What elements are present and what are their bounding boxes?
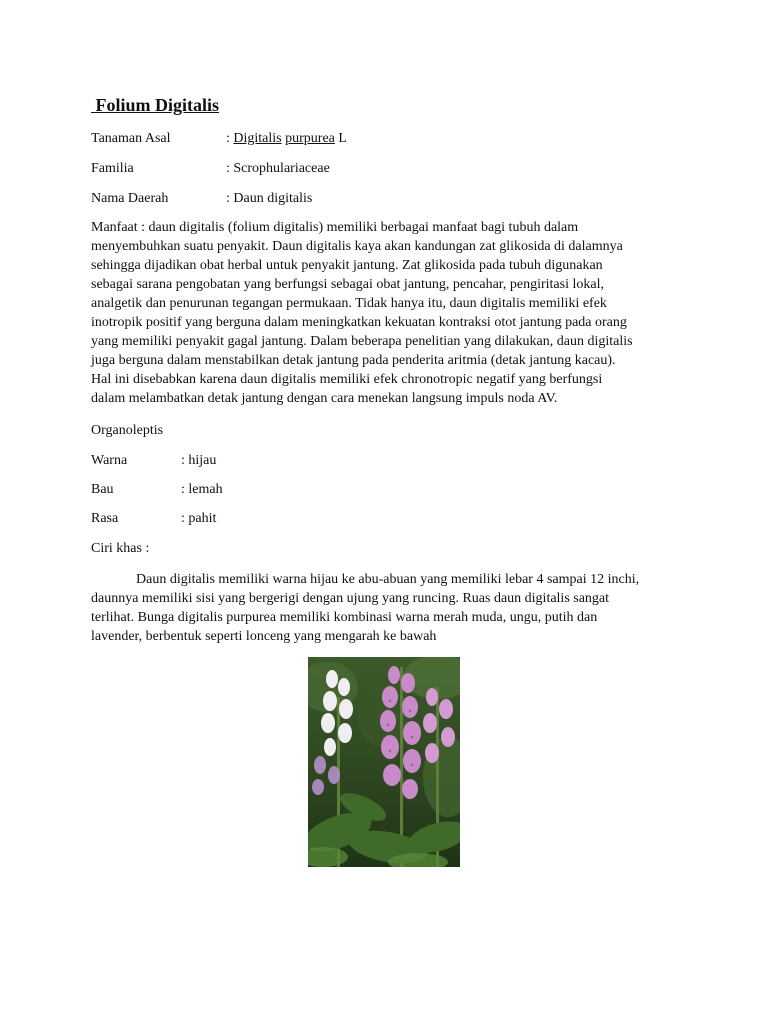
manfaat-line: sebagai sarana pengobatan yang berfungsi sebagai obat jantung, pencahar, pengiritasi lokal,: [91, 277, 604, 292]
ciri-khas-line: Daun digitalis memiliki warna hijau ke abu-abuan yang memiliki lebar 4 sampai 12 inchi,: [136, 572, 640, 587]
ciri-khas-heading: Ciri khas :: [91, 541, 150, 556]
document-title: Folium Digitalis: [91, 95, 220, 115]
organoleptis-heading: Organoleptis: [91, 423, 164, 438]
manfaat-line: dalam melambatkan detak jantung dengan cara menekan langsung impuls noda AV.: [91, 391, 558, 406]
foxglove-photo: [308, 657, 460, 867]
label-rasa: Rasa: [91, 511, 119, 526]
value-tanaman-asal: [226, 130, 347, 148]
value-familia: : Scrophulariaceae: [226, 161, 330, 176]
value-rasa: : pahit: [181, 511, 217, 526]
row-familia: [91, 160, 330, 178]
manfaat-line: analgetik dan penurunan tegangan permukaan. Tidak hanya itu, daun digitalis memiliki efek: [91, 296, 607, 311]
value-warna: : hijau: [181, 453, 217, 468]
manfaat-line: juga berguna dalam menstabilkan detak jantung pada penderita aritmia (detak jantung kacau).: [91, 353, 616, 368]
row-nama-daerah: [91, 190, 313, 208]
foxglove-illustration: [308, 657, 460, 867]
ciri-khas-line: daunnya memiliki sisi yang bergerigi dengan ujung yang runcing. Ruas daun digitalis sangat: [91, 591, 610, 606]
manfaat-line: sehingga dijadikan obat herbal untuk penyakit jantung. Zat glikosida pada tubuh digunakan: [91, 258, 603, 273]
value-sep: :: [226, 131, 234, 146]
row-warna: [91, 452, 217, 470]
manfaat-line: menyembuhkan suatu penyakit. Daun digitalis kaya akan kandungan zat glikosida di dalamnya: [91, 239, 623, 254]
value-nama-daerah: : Daun digitalis: [226, 191, 313, 206]
label-nama-daerah: Nama Daerah: [91, 191, 169, 206]
manfaat-line: Hal ini disebabkan karena daun digitalis memiliki efek chronotropic negatif yang berfungsi: [91, 372, 603, 387]
genus-name: Digitalis: [233, 131, 282, 146]
manfaat-line: Manfaat : daun digitalis (folium digitalis) memiliki berbagai manfaat bagi tubuh dalam: [91, 220, 579, 235]
label-bau: Bau: [91, 482, 114, 497]
row-rasa: [91, 510, 217, 528]
label-tanaman-asal: Tanaman Asal: [91, 131, 171, 146]
value-bau: : lemah: [181, 482, 223, 497]
manfaat-line: inotropik positif yang berguna dalam meningkatkan kekuatan kontraksi otot jantung pada orang: [91, 315, 627, 330]
species-name: purpurea: [285, 131, 335, 146]
ciri-khas-line: lavender, berbentuk seperti lonceng yang mengarah ke bawah: [91, 629, 437, 644]
label-familia: Familia: [91, 161, 134, 176]
manfaat-paragraph: [91, 218, 691, 408]
label-warna: Warna: [91, 453, 128, 468]
row-bau: [91, 481, 223, 499]
row-tanaman-asal: [91, 130, 347, 148]
ciri-khas-paragraph: [91, 570, 691, 646]
author-name: L: [334, 131, 347, 146]
ciri-khas-line: terlihat. Bunga digitalis purpurea memiliki kombinasi warna merah muda, ungu, putih dan: [91, 610, 598, 625]
manfaat-line: yang memiliki penyakit gagal jantung. Dalam beberapa penelitian yang dilakukan, daun digitalis: [91, 334, 633, 349]
